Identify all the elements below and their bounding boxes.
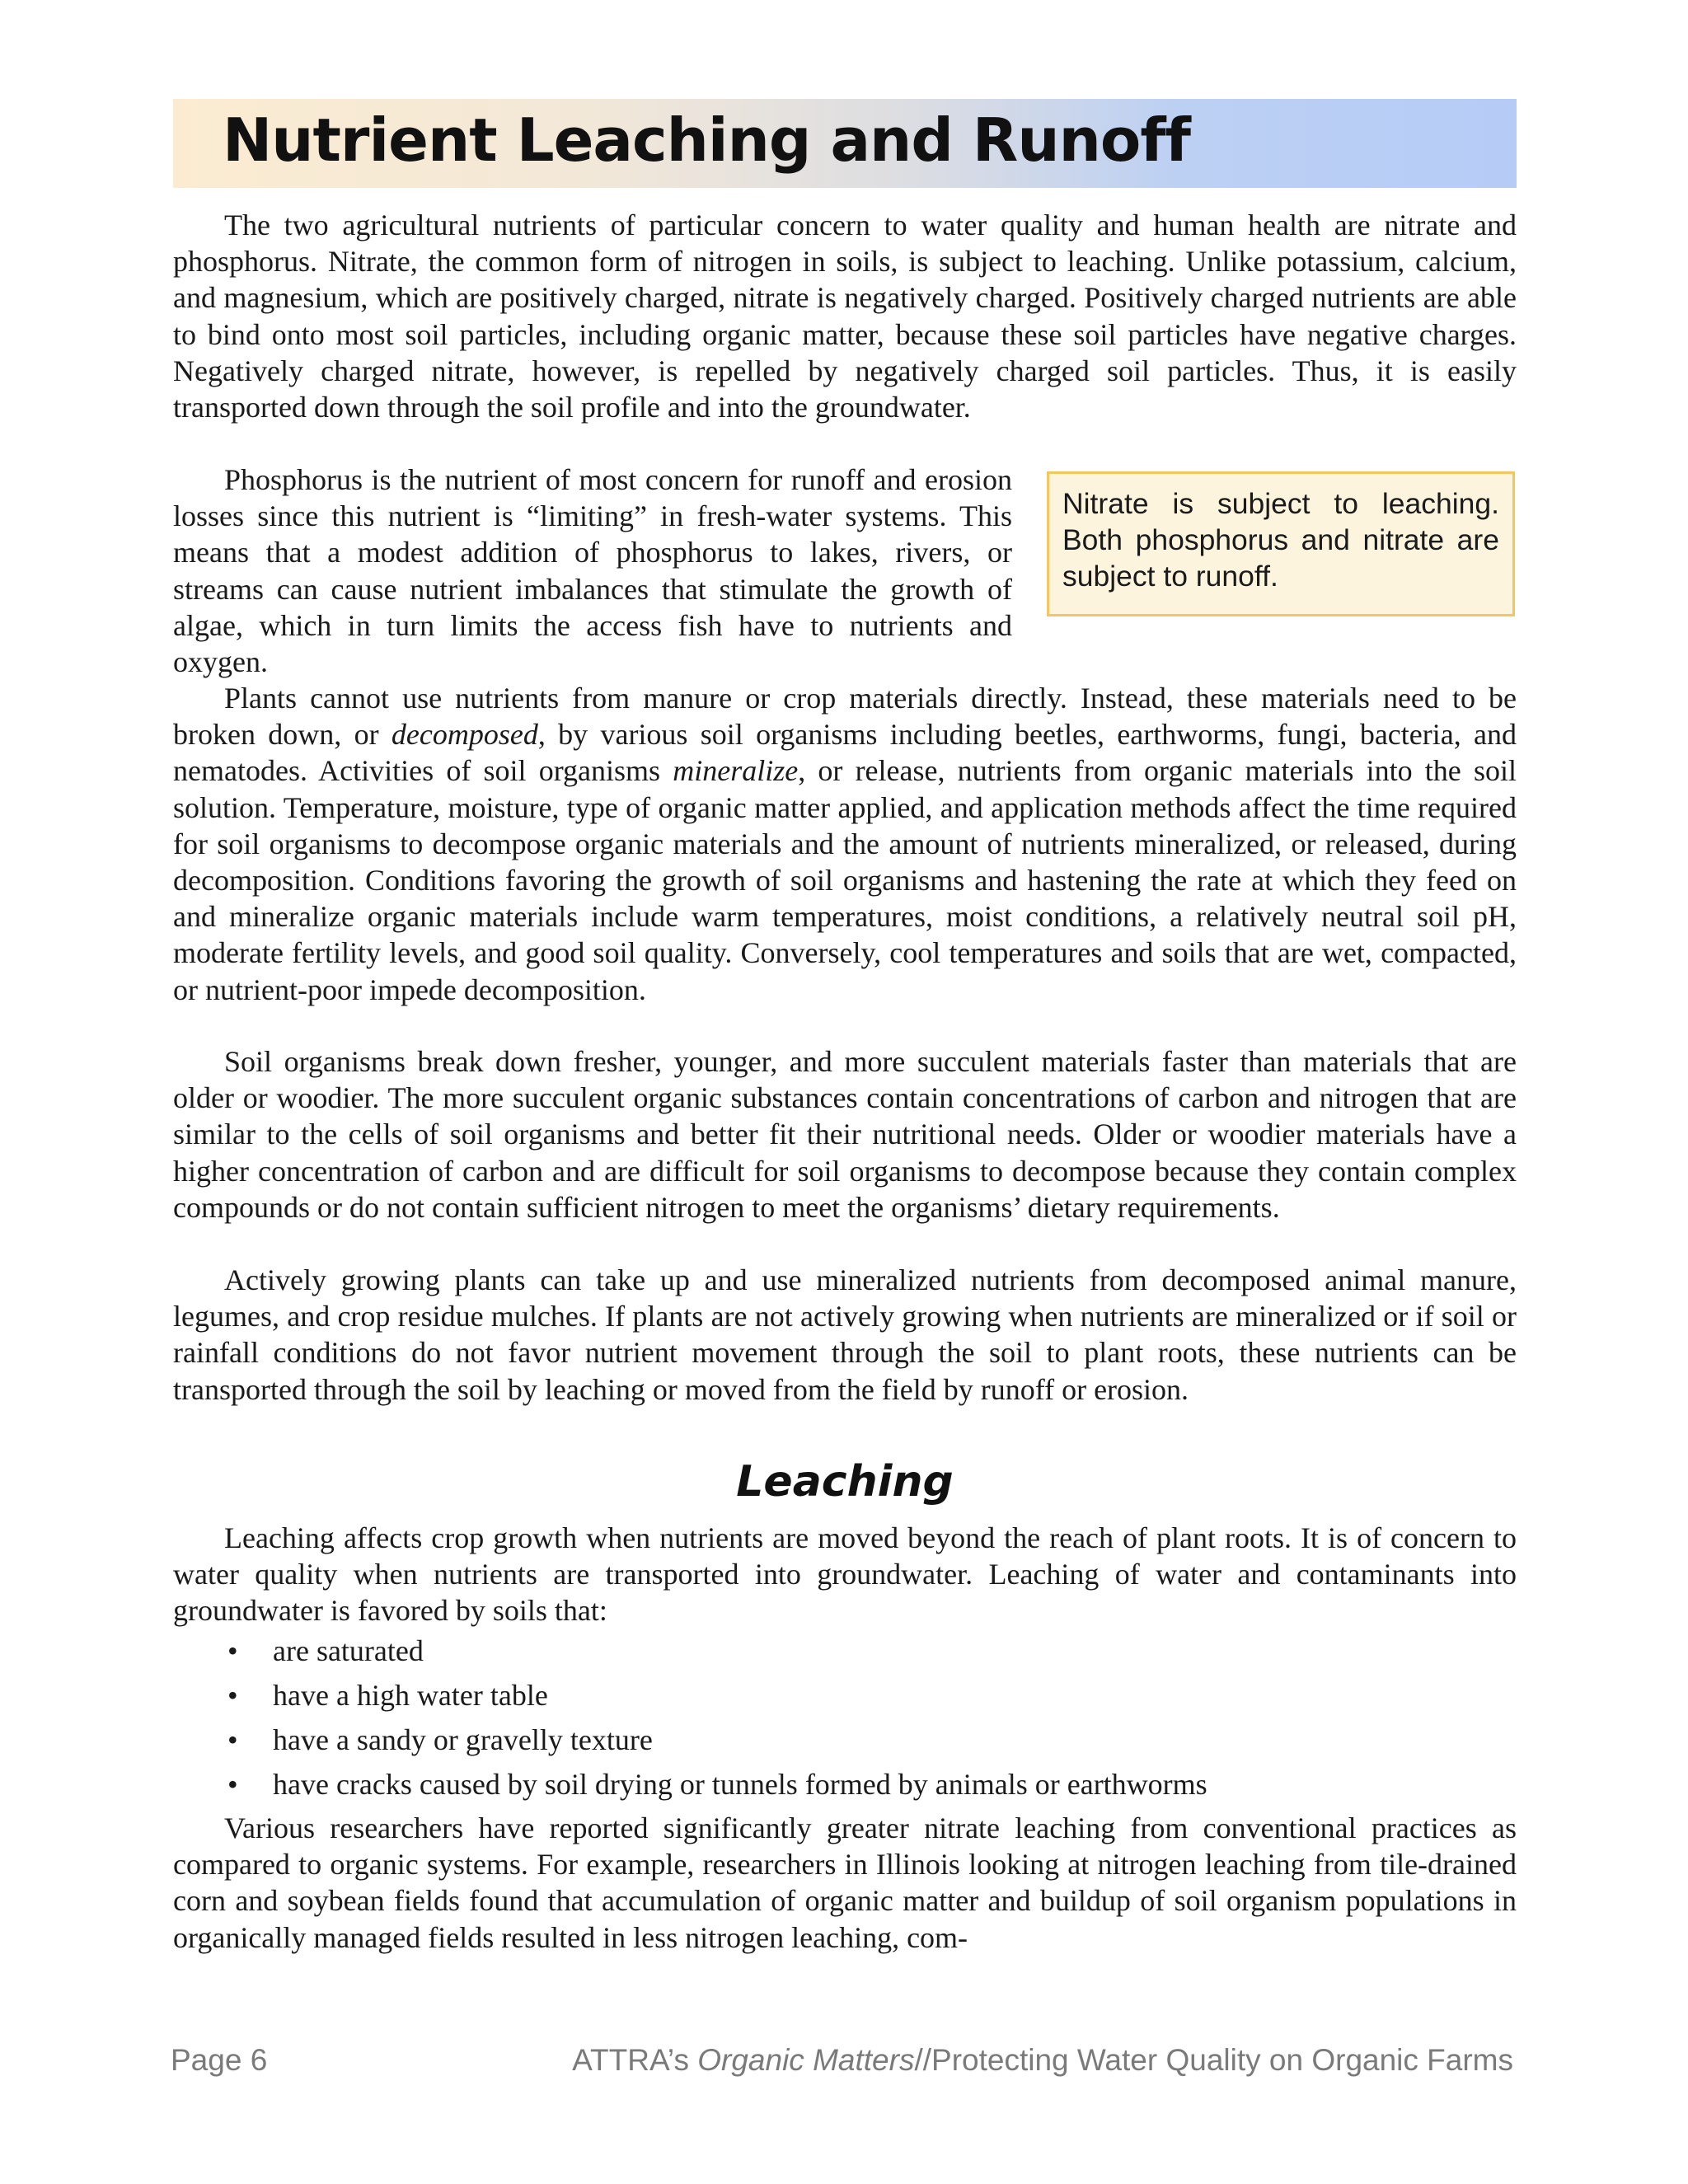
bullet-marker: • bbox=[227, 1723, 238, 1756]
paragraph-succulent-materials: Soil organisms break down fresher, younger, and more succulent materials faster than materials that are older or woodier. The more succulent organic substances contain concentrations of carbon and nitrogen that are similar to the cells of soil organisms and better fit their nutritional needs. Older or woodier materials have a higher concentration of carbon and are difficult for soil organisms to decompose because they contain complex compounds or do not contain sufficient nitrogen to meet the organisms’ dietary requirements. bbox=[173, 1045, 1517, 1224]
list-item bbox=[173, 1718, 1517, 1762]
paragraph-nitrate: The two agricultural nutrients of particular concern to water quality and human health are nitrate and phosphorus. Nitrate, the common form of nitrogen in soils, is subject to leaching. Unlike potassium, calcium, and magnesium, which are positively charged, nitrate is negatively charged. Positively charged nutrients are able to bind onto most soil particles, including organic matter, because these soil particles have negative charges. Negatively charged nitrate, however, is repelled by negatively charged soil particles. Thus, it is easily transported down through the soil profile and into the groundwater. bbox=[173, 209, 1517, 424]
publication-series: Organic Matters bbox=[697, 2043, 915, 2077]
publication-title bbox=[572, 2039, 1513, 2082]
bullet-marker: • bbox=[227, 1768, 238, 1801]
list-item bbox=[173, 1629, 1517, 1673]
bullet-marker: • bbox=[227, 1679, 238, 1712]
bullet-list bbox=[173, 1629, 1517, 1807]
callout-box bbox=[1047, 471, 1515, 616]
list-item-text: have cracks caused by soil drying or tunnels formed by animals or earthworms bbox=[273, 1768, 1207, 1801]
emphasis-term: mineralize bbox=[673, 754, 799, 788]
page-title: Nutrient Leaching and Runoff bbox=[223, 105, 1190, 175]
paragraph-phosphorus: Phosphorus is the nutrient of most concern for runoff and erosion losses since this nutrient is “limiting” in fresh-water systems. This means that a modest addition of phosphorus to lakes, rivers, or streams can cause nutrient imbalances that stimulate the growth of algae, which in turn limits the access fish have to nutrients and oxygen. bbox=[173, 463, 1012, 679]
page-number: Page 6 bbox=[171, 2043, 268, 2077]
paragraph-actively-growing: Actively growing plants can take up and use mineralized nutrients from decomposed animal manure, legumes, and crop residue mulches. If plants are not actively growing when nutrients are mineralized or if soil or rainfall conditions do not favor nutrient movement through the soil to plant roots, these nutrients can be transported through the soil by leaching or moved from the field by runoff or erosion. bbox=[173, 1263, 1517, 1406]
section-heading-leaching: Leaching bbox=[736, 1457, 954, 1507]
publication-prefix: ATTRA’s bbox=[572, 2043, 698, 2077]
bullet-marker: • bbox=[227, 1634, 238, 1667]
list-item-text: are saturated bbox=[273, 1634, 424, 1667]
paragraph-researchers: Various researchers have reported significantly greater nitrate leaching from conventional practices as compared to organic systems. For example, researchers in Illinois looking at nitrogen leaching from tile-drained corn and soybean fields found that accumulation of organic matter and buildup of soil organism populations in organically managed fields resulted in less nitrogen leaching, com- bbox=[173, 1811, 1517, 1954]
callout-line: subject to runoff. bbox=[1062, 560, 1278, 593]
callout-line: Both phosphorus and nitrate are bbox=[1062, 523, 1499, 556]
emphasis-term: decomposed bbox=[391, 718, 538, 752]
text-run: , by various soil organisms including beetles, earthworms, fungi, bacteria, and nematodes. Activities of soil organisms bbox=[173, 718, 1517, 788]
callout-line: Nitrate is subject to leaching. bbox=[1062, 487, 1499, 520]
list-item-text: have a high water table bbox=[273, 1679, 548, 1712]
list-item-text: have a sandy or gravelly texture bbox=[273, 1723, 653, 1756]
text-run: Plants cannot use nutrients from manure or crop materials directly. Instead, these materials need to be broken down, or bbox=[173, 682, 1517, 752]
paragraph-leaching-intro: Leaching affects crop growth when nutrients are moved beyond the reach of plant roots. It is of concern to water quality when nutrients are transported into groundwater. Leaching of water and contaminants into groundwater is favored by soils that: bbox=[173, 1521, 1517, 1628]
list-item bbox=[173, 1673, 1517, 1718]
paragraph-decomposition bbox=[173, 680, 1517, 1008]
text-run: , or release, nutrients from organic materials into the soil solution. Temperature, moisture, type of organic matter applied, and application methods affect the time required for soil organisms to decompose organic materials and the amount of nutrients mineralized, or released, during decomposition. Conditions favoring the growth of soil organisms and hastening the rate at which they feed on and mineralize organic materials include warm temperatures, moist conditions, a relatively neutral soil pH, moderate fertility levels, and good soil quality. Conversely, cool temperatures and soils that are wet, compacted, or nutrient-poor impede decomposition. bbox=[173, 754, 1517, 1006]
publication-subtitle: //Protecting Water Quality on Organic Farms bbox=[914, 2043, 1513, 2077]
list-item bbox=[173, 1762, 1517, 1807]
